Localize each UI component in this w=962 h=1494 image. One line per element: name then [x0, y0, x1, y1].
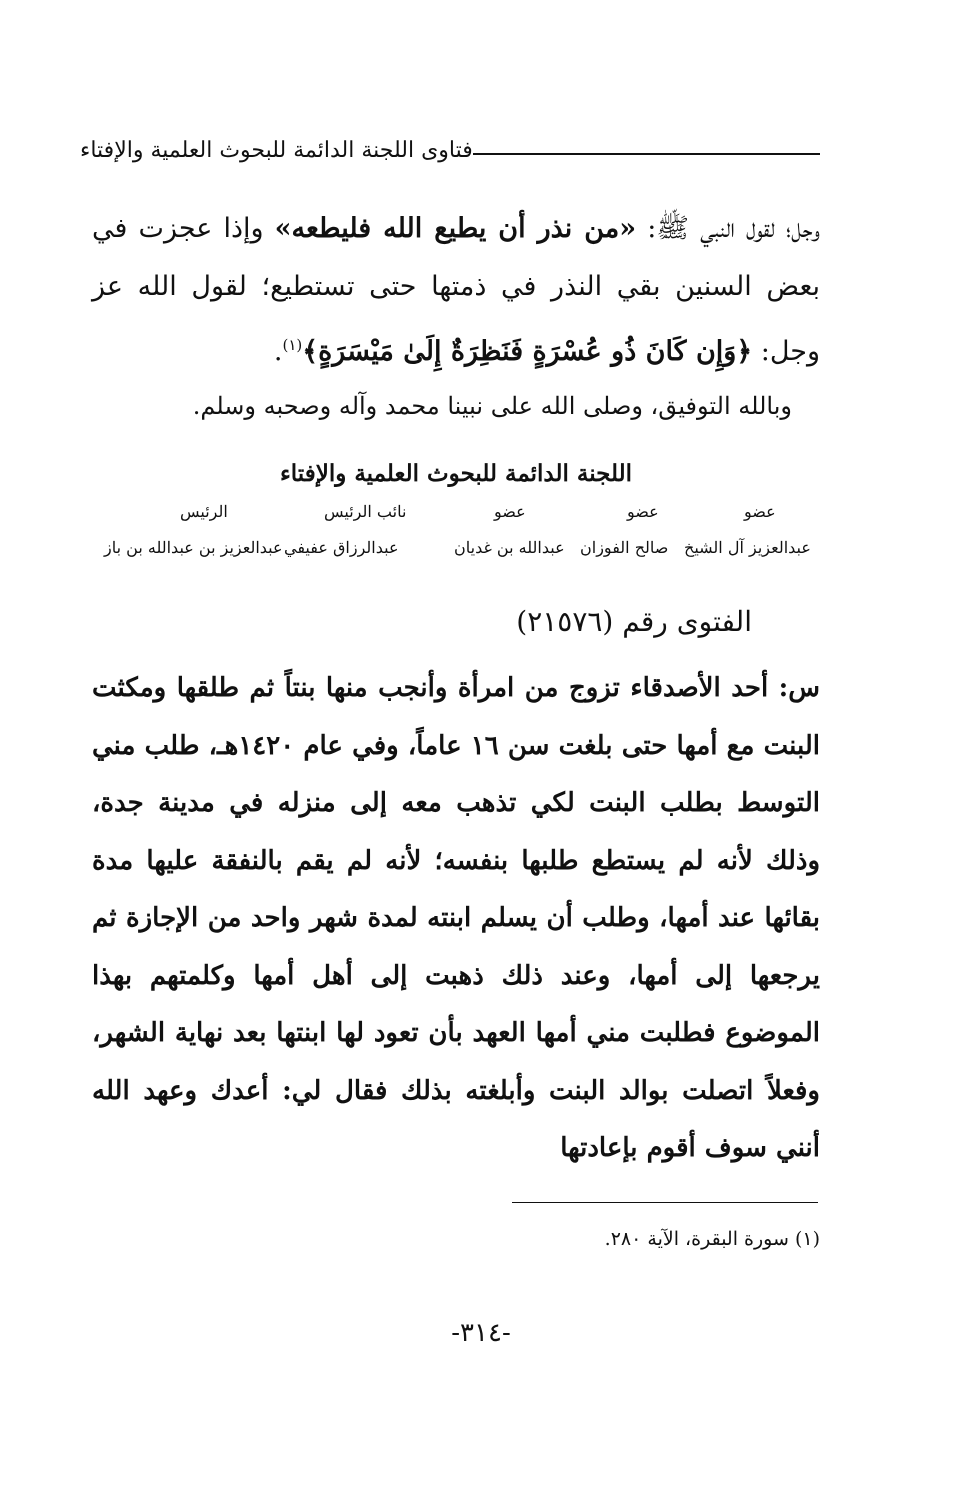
role-member-1: عضو	[744, 502, 776, 521]
member-name-5: عبدالعزيز بن عبدالله بن باز	[104, 538, 283, 557]
running-header	[80, 130, 832, 170]
member-name-1: عبدالعزيز آل الشيخ	[684, 538, 811, 557]
closing-formula: وبالله التوفيق، وصلى الله على نبينا محمد وآله وصحبه وسلم.	[192, 392, 792, 420]
member-name-3: عبدالله بن غديان	[454, 538, 565, 557]
quran-bracket-close: ﴾	[302, 336, 319, 367]
paragraph-answer-end	[92, 200, 820, 381]
role-chairman: الرئيس	[180, 502, 228, 521]
paragraph-text: وإذا عجزت في بعض السنين بقي النذر في ذمتها حتى تستطيع؛ لقول الله عز وجل:	[92, 213, 820, 367]
footnote-separator	[512, 1202, 818, 1203]
header-rule	[473, 153, 820, 155]
header-title: فتاوى اللجنة الدائمة للبحوث العلمية والإفتاء	[80, 137, 473, 163]
fatwa-number: الفتوى رقم (٢١٥٧٦)	[516, 605, 752, 638]
quran-verse: وَإِن كَانَ ذُو عُسْرَةٍ فَنَظِرَةٌ إِلَىٰ مَيْسَرَةٍ	[318, 336, 737, 367]
role-member-2: عضو	[627, 502, 659, 521]
paragraph-text: وجل؛ لقول النبي ﷺ:	[636, 213, 820, 244]
role-member-3: عضو	[494, 502, 526, 521]
sentence-end: .	[273, 336, 283, 367]
member-name-4: عبدالرزاق عفيفي	[284, 538, 399, 557]
role-vice-chairman: نائب الرئيس	[324, 502, 407, 521]
question-paragraph: س: أحد الأصدقاء تزوج من امرأة وأنجب منها بنتاً ثم طلقها ومكثت البنت مع أمها حتى بلغت سن ١٦ عاماً، وفي عام ١٤٢٠هـ، طلب مني التوسط بطلب البنت لكي تذهب معه إلى منزله في مدينة جدة، وذلك لأنه لم يستطع طلبها بنفسه؛ لأنه لم يقم بالنفقة عليها مدة بقائها عند أمها، وطلب أن يسلم ابنته لمدة شهر واحد من الإجازة ثم يرجعها إلى أمها، وعند ذلك ذهبت إلى أهل أمها وكلمتهم بهذا الموضوع فطلبت مني أمها العهد بأن تعود لها ابنتها بعد نهاية الشهر، وفعلاً اتصلت بوالد البنت وأبلغته بذلك فقال لي: أعدك وعهد الله أنني سوف أقوم بإعادتها	[92, 673, 820, 1163]
signatory-names	[92, 538, 820, 566]
hadith-quote: «من نذر أن يطيع الله فليطعه»	[274, 213, 637, 244]
committee-name: اللجنة الدائمة للبحوث العلمية والإفتاء	[279, 460, 633, 487]
signatory-roles	[92, 502, 820, 528]
member-name-2: صالح الفوزان	[580, 538, 669, 557]
footnote-reference: (١)	[282, 336, 303, 354]
quran-bracket-open: ﴿	[736, 336, 753, 367]
page-number: -٣١٤-	[451, 1318, 511, 1348]
footnote: (١) سورة البقرة، الآية ٢٨٠.	[604, 1228, 820, 1250]
